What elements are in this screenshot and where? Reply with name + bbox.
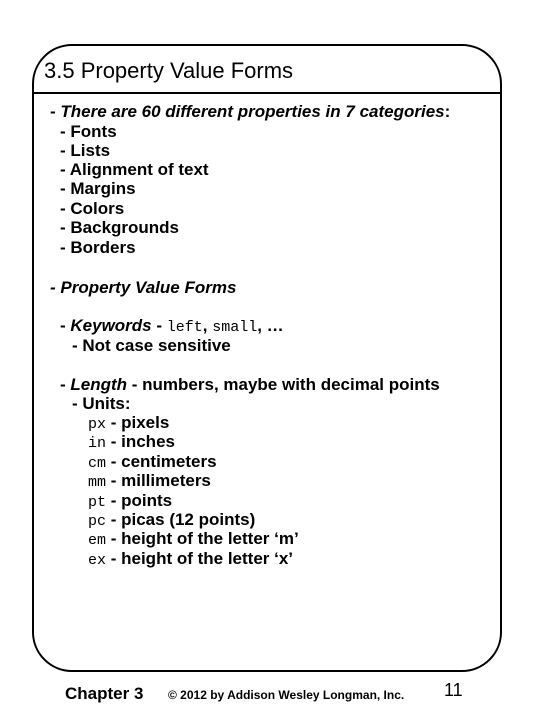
unit-item (88, 432, 175, 454)
unit-code: ex (88, 552, 107, 569)
unit-desc: - inches (106, 432, 175, 451)
keywords-term: Keywords (70, 316, 152, 335)
unit-desc: - points (106, 491, 173, 510)
slide-title: 3.5 Property Value Forms (44, 58, 294, 83)
keywords-line (60, 316, 284, 338)
title-divider (32, 92, 502, 94)
footer-chapter: Chapter 3 (65, 684, 144, 703)
category-item: - Borders (60, 238, 136, 257)
unit-code: px (88, 416, 107, 433)
length-line (60, 375, 440, 395)
page-number: 11 (444, 680, 463, 700)
intro-text: There are 60 different properties in 7 categories (60, 102, 445, 121)
unit-code: pc (88, 513, 107, 530)
intro-line (50, 102, 450, 122)
unit-desc: - millimeters (106, 471, 211, 490)
keywords-prefix: - (60, 316, 71, 335)
keywords-trail: , … (257, 316, 284, 335)
keywords-sep: - (151, 316, 167, 335)
unit-desc: - centimeters (106, 452, 217, 471)
unit-desc: - height of the letter ‘x’ (106, 549, 294, 568)
keywords-note: - Not case sensitive (72, 336, 231, 355)
footer-copyright: © 2012 by Addison Wesley Longman, Inc. (168, 688, 405, 702)
length-term: Length (70, 375, 128, 394)
unit-item (88, 549, 293, 571)
category-item: - Alignment of text (60, 160, 209, 179)
category-item: - Backgrounds (60, 218, 180, 237)
unit-desc: - picas (12 points) (106, 510, 256, 529)
unit-code: in (88, 435, 107, 452)
unit-code: mm (88, 474, 107, 491)
length-desc: - numbers, maybe with decimal points (127, 375, 440, 394)
unit-item (88, 471, 211, 493)
unit-code: cm (88, 455, 107, 472)
unit-desc: - height of the letter ‘m’ (106, 529, 299, 548)
intro-suffix: : (444, 102, 451, 121)
intro-prefix: - (50, 102, 61, 121)
category-item: - Margins (60, 179, 136, 198)
forms-heading: - Property Value Forms (50, 278, 237, 297)
category-item: - Lists (60, 141, 111, 160)
length-prefix: - (60, 375, 71, 394)
keyword-example: left (166, 319, 203, 336)
unit-code: em (88, 532, 107, 549)
category-item: - Colors (60, 199, 125, 218)
units-label: - Units: (72, 394, 131, 413)
keywords-comma: , (202, 316, 213, 335)
unit-desc: - pixels (106, 413, 170, 432)
keyword-example: small (212, 319, 258, 336)
category-item: - Fonts (60, 122, 117, 141)
unit-code: pt (88, 494, 107, 511)
unit-item (88, 529, 299, 551)
